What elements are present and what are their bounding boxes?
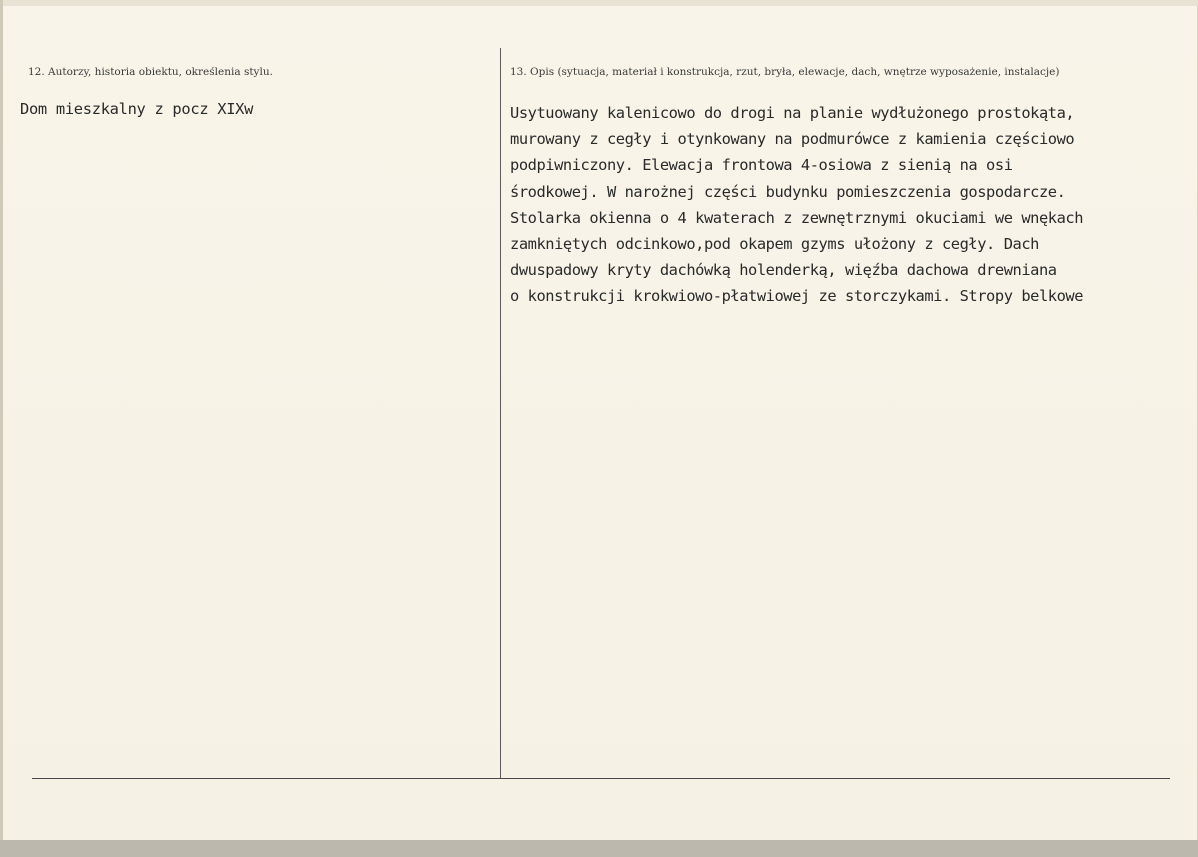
description-line: murowany z cegły i otynkowany na podmurówce z kamienia częściowo: [510, 130, 1075, 149]
bottom-rule: [32, 778, 1170, 779]
section-12-label: 12. Autorzy, historia obiektu, określenia stylu.: [28, 66, 273, 78]
column-divider: [500, 48, 501, 778]
section-13-label: 13. Opis (sytuacja, materiał i konstrukcja, rzut, bryła, elewacje, dach, wnętrze wyposażenie, instalacje): [510, 66, 1060, 78]
card-left-edge: [0, 0, 3, 857]
section-12-text: Dom mieszkalny z pocz XIXw: [20, 100, 254, 118]
description-line: Stolarka okienna o 4 kwaterach z zewnętrznymi okuciami we wnękach: [510, 208, 1084, 227]
description-line: o konstrukcji krokwiowo-płatwiowej ze storczykami. Stropy belkowe: [510, 287, 1084, 306]
card-top-edge: [0, 0, 1198, 6]
description-line: zamkniętych odcinkowo,pod okapem gzyms ułożony z cegły. Dach: [510, 235, 1039, 254]
description-line: podpiwniczony. Elewacja frontowa 4-osiowa z sienią na osi: [510, 156, 1013, 175]
description-line: środkowej. W narożnej części budynku pomieszczenia gospodarcze.: [510, 182, 1066, 201]
description-line: dwuspadowy kryty dachówką holenderką, więźba dachowa drewniana: [510, 261, 1057, 280]
description-line: Usytuowany kalenicowo do drogi na planie wydłużonego prostokąta,: [510, 104, 1075, 122]
section-13-description: [510, 100, 1196, 310]
card-bottom-edge: [0, 840, 1198, 857]
